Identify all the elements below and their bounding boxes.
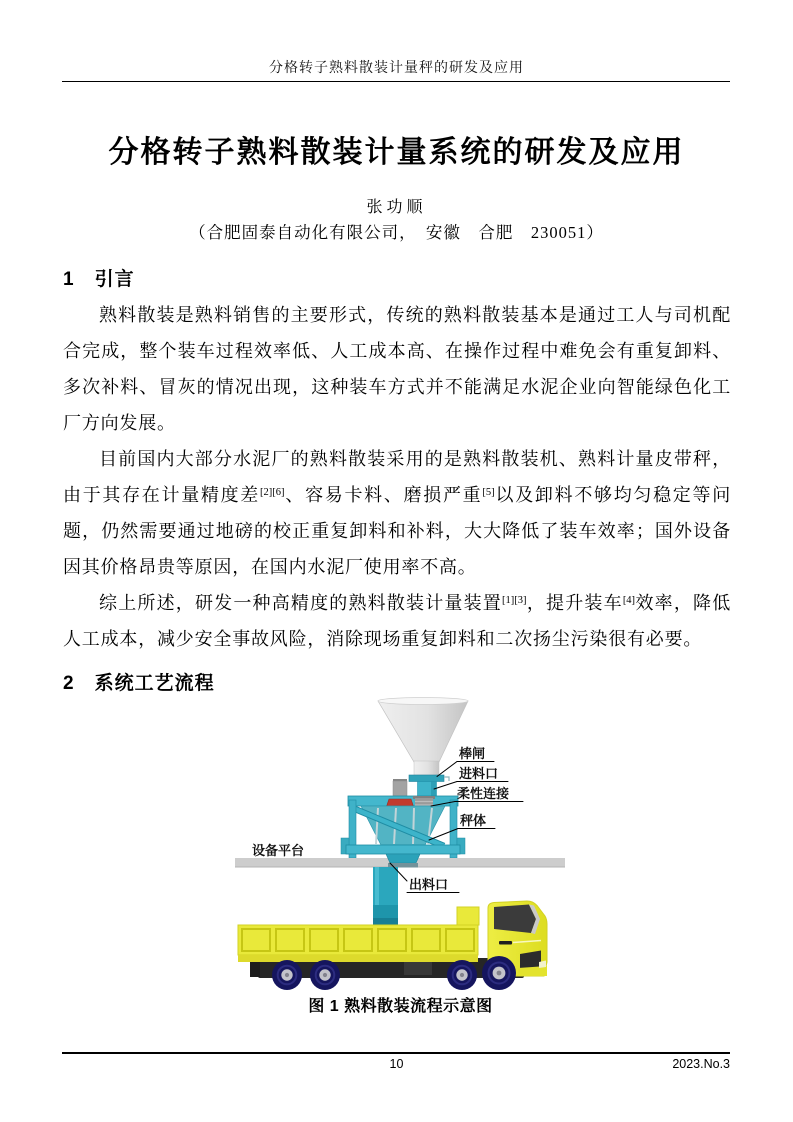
section-number: 2 (63, 673, 75, 694)
figure-caption: 图 1 熟料散装流程示意图 (308, 998, 493, 1015)
mud-flap (250, 960, 260, 977)
header-rule (62, 81, 730, 82)
page-number: 10 (389, 1057, 404, 1071)
svg-text:棒闸: 棒闸 (459, 746, 486, 761)
door-handle (499, 941, 512, 945)
svg-text:秤体: 秤体 (460, 813, 487, 828)
weighing-machine (341, 779, 465, 858)
paragraph: 综上所述，研发一种高精度的熟料散装计量装置[1][3]，提升装车[4]效率，降低人工成本，减少安全事故风险，消除现场重复卸料和二次扬尘污染很有必要。 (63, 593, 732, 649)
bar-gate (409, 775, 449, 782)
running-header: 分格转子熟料散装计量秤的研发及应用 (269, 61, 524, 76)
truck-wheel (482, 956, 516, 990)
svg-text:设备平台: 设备平台 (252, 843, 305, 858)
paragraph: 目前国内大部分水泥厂的熟料散装采用的是熟料散装机、熟料计量皮带秤，由于其存在计量精度差[2][6]、容易卡料、磨损严重[5]以及卸料不够均匀稳定等问题，仍然需要通过地磅的校正重复卸料和补料，大大降低了装车效率；国外设备因其价格昂贵等原因，在国内水泥厂使用率不高。 (63, 449, 732, 577)
footer-rule (62, 1052, 730, 1054)
truck-wheel (447, 960, 477, 990)
section-number: 1 (63, 269, 75, 290)
svg-text:进料口: 进料口 (459, 766, 499, 781)
paragraph: 熟料散装是熟料销售的主要形式，传统的熟料散装基本是通过工人与司机配合完成，整个装车过程效率低、人工成本高、在操作过程中难免会有重复卸料、多次补料、冒灰的情况出现，这种装车方式并不能满足水泥企业向智能绿色化工厂方向发展。 (63, 305, 731, 433)
figure-1 (228, 692, 573, 994)
section-heading-process-flow (63, 668, 215, 695)
author-name: 张功顺 (366, 199, 427, 216)
bed-bulkhead (457, 907, 479, 925)
clinker-loading-diagram (228, 692, 573, 994)
page-title: 分格转子熟料散装计量系统的研发及应用 (108, 136, 685, 169)
section-heading-introduction (63, 264, 135, 291)
truck-wheel (310, 960, 340, 990)
windshield (494, 905, 536, 934)
truck-wheel (272, 960, 302, 990)
label-equipment-platform (252, 843, 304, 858)
author-affiliation: （合肥固泰自动化有限公司， 安徽 合肥 230051） (189, 223, 604, 242)
section-title: 引言 (94, 269, 135, 290)
issue-number: 2023.No.3 (672, 1057, 730, 1071)
svg-text:出料口: 出料口 (409, 877, 449, 892)
introduction-body (63, 297, 731, 657)
svg-text:柔性连接: 柔性连接 (457, 786, 510, 801)
section-title: 系统工艺流程 (94, 673, 215, 694)
